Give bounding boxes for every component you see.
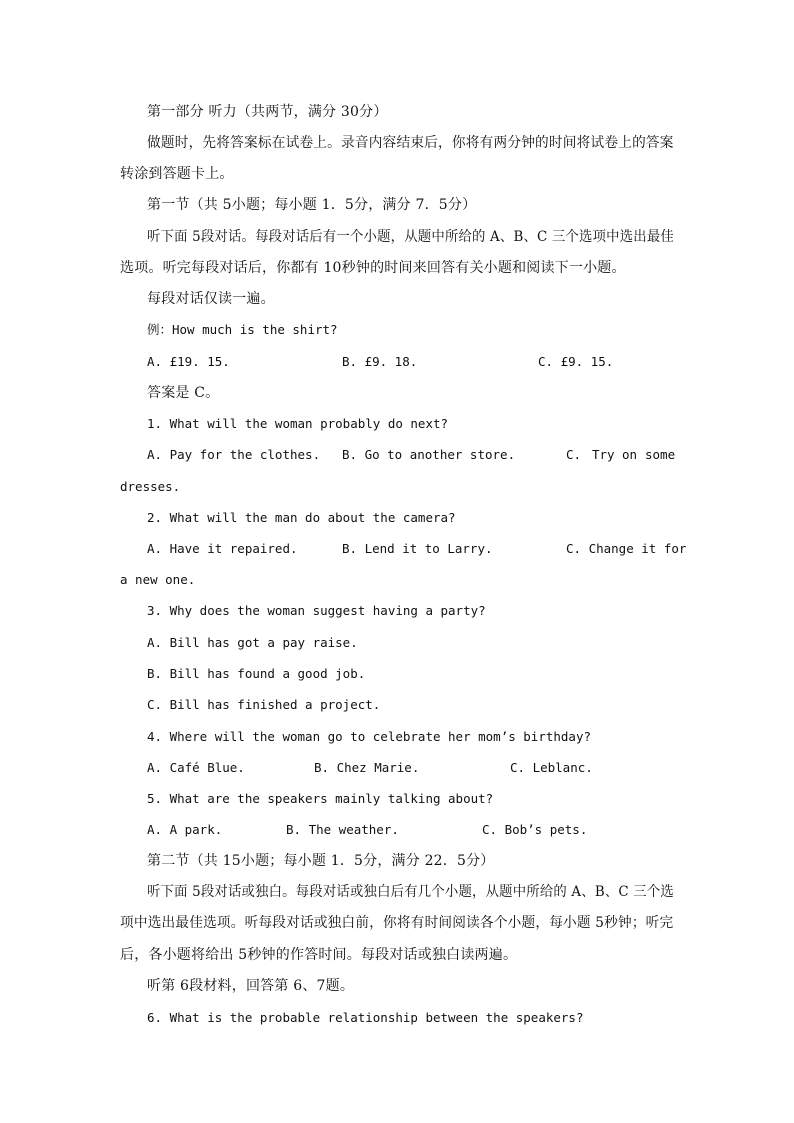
q3-option-b: B. Bill has found a good job. — [147, 666, 366, 681]
q3-option-c: C. Bill has finished a project. — [147, 697, 381, 712]
section1-title: 第一节（共 5小题；每小题 1．5分，满分 7．5分） — [147, 197, 477, 213]
part1-intro-line2: 转涂到答题卡上。 — [120, 166, 234, 182]
q1-option-a: A. Pay for the clothes. — [147, 447, 321, 462]
question-2: 2. What will the man do about the camera? — [147, 510, 456, 525]
q1-option-c-word2: on — [622, 447, 638, 462]
section2-instr-line2: 项中选出最佳选项。听每段对话或独白前，你将有时间阅读各个小题，每小题 5秒钟；听完 — [120, 915, 674, 931]
section2-material: 听第 6段材料，回答第 6、7题。 — [147, 978, 355, 994]
question-6: 6. What is the probable relationship between the speakers? — [147, 1010, 584, 1025]
part1-title: 第一部分 听力（共两节，满分 30分） — [147, 104, 388, 120]
q2-option-c-wrap: a new one. — [120, 572, 196, 587]
q5-option-a: A. A park. — [147, 822, 223, 837]
example-option-a: A. £19. 15. — [147, 354, 230, 369]
q3-option-a: A. Bill has got a pay raise. — [147, 635, 358, 650]
example-option-b: B. £9. 18. — [342, 354, 418, 369]
q4-option-c: C. Leblanc. — [510, 760, 593, 775]
q1-option-b: B. Go to another store. — [342, 447, 516, 462]
q2-option-a: A. Have it repaired. — [147, 541, 298, 556]
section1-instr-line1: 听下面 5段对话。每段对话后有一个小题，从题中所给的 A、B、C 三个选项中选出最佳 — [147, 229, 674, 245]
q5-option-b: B. The weather. — [286, 822, 399, 837]
part1-intro-line1: 做题时，先将答案标在试卷上。录音内容结束后，你将有两分钟的时间将试卷上的答案 — [147, 135, 674, 151]
section2-instr-line1: 听下面 5段对话或独白。每段对话或独白后有几个小题，从题中所给的 A、B、C 三个选 — [147, 884, 674, 900]
section2-title: 第二节（共 15小题；每小题 1．5分，满分 22．5分） — [147, 853, 495, 869]
q1-option-c-wrap: dresses. — [120, 479, 181, 494]
q4-option-b: B. Chez Marie. — [314, 760, 420, 775]
example-answer: 答案是 C。 — [147, 385, 220, 401]
example-question: 例：How much is the shirt? — [147, 322, 338, 337]
question-3: 3. Why does the woman suggest having a party? — [147, 603, 486, 618]
q4-option-a: A. Café Blue. — [147, 760, 245, 775]
q5-option-c: C. Bob’s pets. — [482, 822, 588, 837]
section1-instr-line3: 每段对话仅读一遍。 — [147, 291, 275, 307]
section1-instr-line2: 选项。听完每段对话后，你都有 10秒钟的时间来回答有关小题和阅读下一小题。 — [120, 260, 626, 276]
q1-option-c-word1: Try — [592, 447, 615, 462]
section2-instr-line3: 后，各小题将给出 5秒钟的作答时间。每段对话或独白读两遍。 — [120, 947, 518, 963]
question-1: 1. What will the woman probably do next? — [147, 416, 449, 431]
question-5: 5. What are the speakers mainly talking about? — [147, 791, 494, 806]
question-4: 4. Where will the woman go to celebrate her mom’s birthday? — [147, 729, 592, 744]
q1-option-c-word3: some — [645, 447, 676, 462]
example-option-c: C. £9. 15. — [538, 354, 614, 369]
q2-option-b: B. Lend it to Larry. — [342, 541, 493, 556]
q1-option-c-label: C. — [566, 447, 582, 462]
q2-option-c: C. Change it for — [566, 541, 687, 556]
